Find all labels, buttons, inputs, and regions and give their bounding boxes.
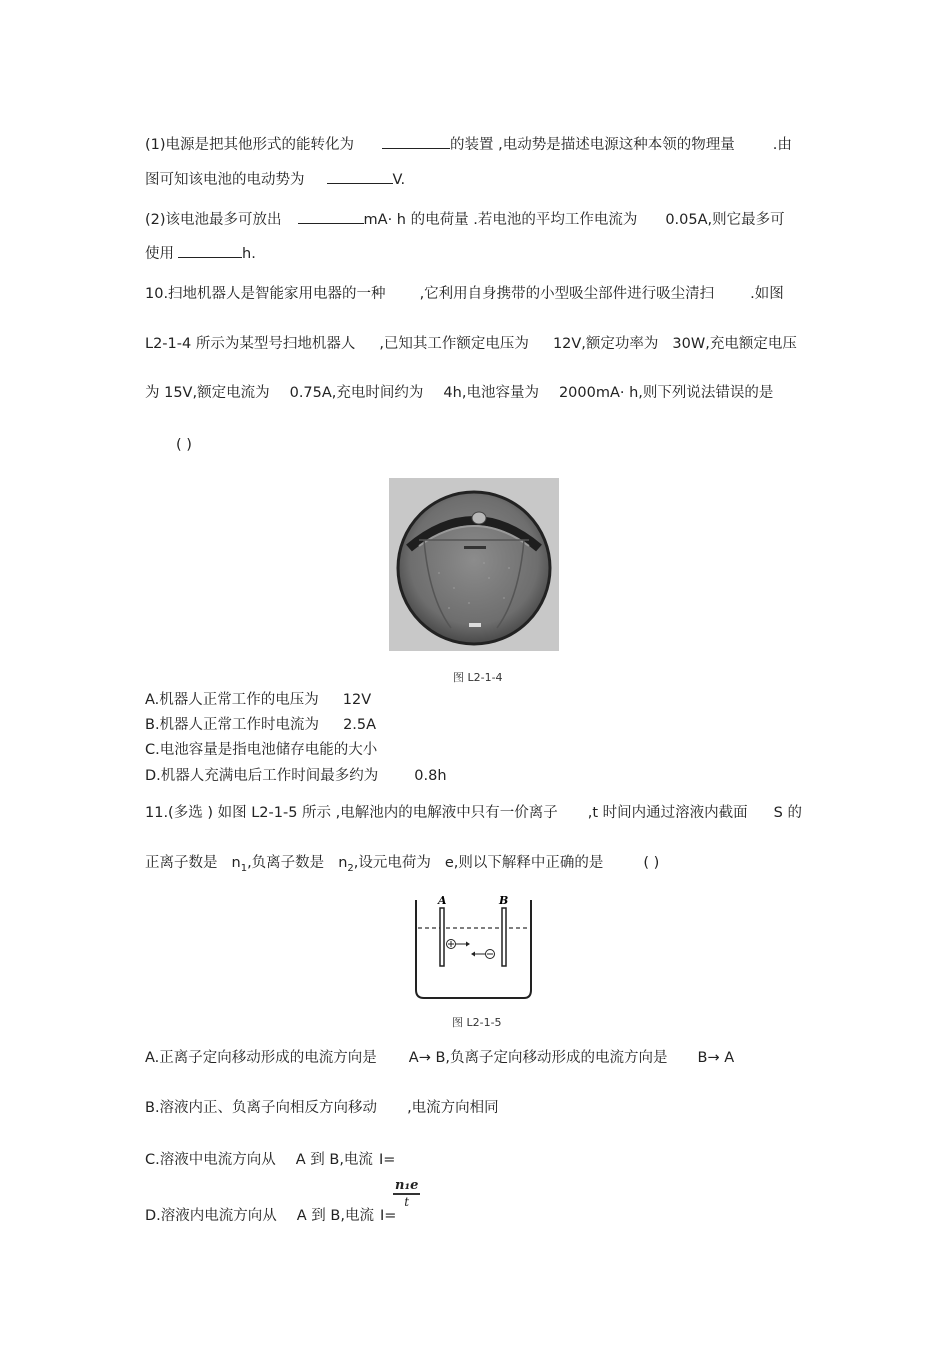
beaker-outline bbox=[416, 900, 531, 998]
q11-option-c: C.溶液中电流方向从 A 到 B,电流 I= bbox=[145, 1152, 396, 1168]
q11-option-b: B.溶液内正、负离子向相反方向移动 ,电流方向相同 bbox=[145, 1100, 499, 1116]
negative-ion-icon bbox=[471, 950, 495, 959]
robot-vacuum-photo bbox=[389, 478, 559, 651]
q10-line3: 为 15V,额定电流为 0.75A,充电时间约为 4h,电池容量为 2000mA· h,则下列说法错误的是 bbox=[145, 385, 774, 401]
q10-option-b: B.机器人正常工作时电流为 2.5A bbox=[145, 717, 377, 733]
electrode-b bbox=[502, 908, 506, 966]
figure-caption: 图 L2-1-4 bbox=[453, 671, 503, 684]
q10-option-d: D.机器人充满电后工作时间最多约为 0.8h bbox=[145, 768, 447, 784]
q11-line1: 11.(多选 ) 如图 L2-1-5 所示 ,电解池内的电解液中只有一价离子 ,t 时间内通过溶液内截面 S 的 bbox=[145, 805, 802, 821]
q9-part2-line2: 使用 h. bbox=[145, 243, 256, 264]
answer-blank bbox=[298, 209, 364, 224]
electrode-b-label: B bbox=[499, 894, 509, 907]
answer-blank bbox=[327, 169, 393, 184]
electrolytic-cell-diagram bbox=[408, 890, 538, 1002]
current-formula-fraction: $\frac{\text{n₁e}}{t}$ bbox=[395, 1178, 419, 1209]
answer-parentheses: ( ) bbox=[176, 437, 192, 453]
q9-part1-line1: (1)电源是把其他形式的能转化为 的装置 ,电动势是描述电源这种本领的物理量 .由 bbox=[145, 134, 792, 155]
q11-line2: 正离子数是 $n_1$,负离子数是 $n_2$,设元电荷为 e,则以下解释中正确的是 ( ) bbox=[145, 855, 660, 874]
answer-blank bbox=[178, 243, 242, 258]
q9-part1-line2: 图可知该电池的电动势为 V. bbox=[145, 169, 405, 190]
electrode-a-label: A bbox=[438, 894, 447, 907]
q10-option-c: C.电池容量是指电池储存电能的大小 bbox=[145, 742, 378, 758]
q9-part2-line1: (2)该电池最多可放出 mA· h 的电荷量 .若电池的平均工作电流为 0.05A,则它最多可 bbox=[145, 209, 785, 230]
answer-blank bbox=[382, 134, 450, 149]
q10-line2: L2-1-4 所示为某型号扫地机器人 ,已知其工作额定电压为 12V,额定功率为 30W,充电额定电压 bbox=[145, 336, 797, 352]
positive-ion-icon bbox=[447, 940, 471, 949]
robot-vacuum-illustration bbox=[389, 478, 559, 651]
electrode-a bbox=[440, 908, 444, 966]
q10-option-a: A.机器人正常工作的电压为 12V bbox=[145, 692, 372, 708]
figure-caption: 图 L2-1-5 bbox=[452, 1016, 502, 1029]
q11-option-a: A.正离子定向移动形成的电流方向是 A→ B,负离子定向移动形成的电流方向是 B→ A bbox=[145, 1050, 735, 1066]
q11-option-d: D.溶液内电流方向从 A 到 B,电流 I= bbox=[145, 1208, 397, 1224]
q10-line1: 10.扫地机器人是智能家用电器的一种 ,它利用自身携带的小型吸尘部件进行吸尘清扫 .如图 bbox=[145, 286, 784, 302]
